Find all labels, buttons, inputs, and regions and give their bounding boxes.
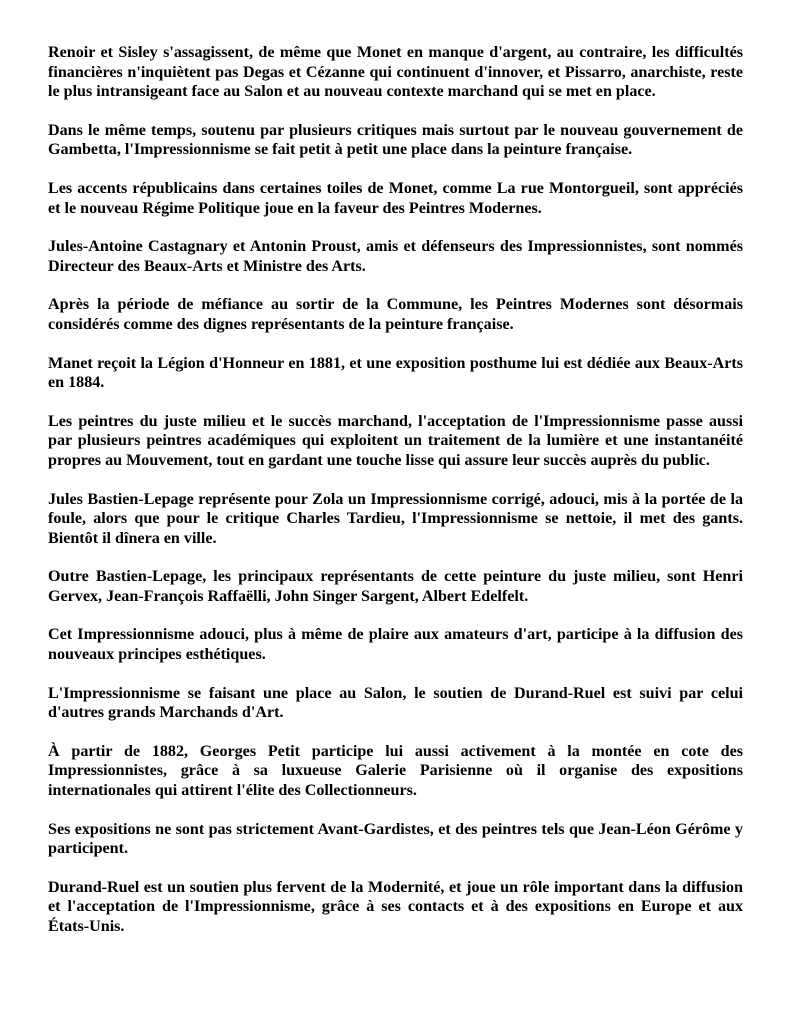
paragraph-5: Après la période de méfiance au sortir de la Commune, les Peintres Modernes sont désormais considérés comme des dignes représentants de la peinture française. <box>48 296 743 333</box>
paragraph-12: À partir de 1882, Georges Petit participe lui aussi activement à la montée en cote des Impressionnistes, grâce à sa luxueuse Galerie Parisienne où il organise des expositions internationales qui attirent l'élite des Collectionneurs. <box>48 742 743 800</box>
paragraph-10: Cet Impressionnisme adouci, plus à même de plaire aux amateurs d'art, participe à la diffusion des nouveaux principes esthétiques. <box>48 626 743 664</box>
paragraph-14: Durand-Ruel est un soutien plus fervent de la Modernité, et joue un rôle important dans la diffusion et l'acceptation de l'Impressionnisme, grâce à ses contacts et à des expositions en Europe et aux États-Unis. <box>48 878 743 935</box>
paragraph-13: Ses expositions ne sont pas strictement Avant-Gardistes, et des peintres tels que Jean-Léon Gérôme y participent. <box>48 820 743 858</box>
paragraph-7: Les peintres du juste milieu et le succès marchand, l'acceptation de l'Impressionnisme passe aussi par plusieurs peintres académiques qui exploitent un traitement de la lumière et une instantanéité propres au Mouvement, tout en gardant une touche lisse qui assure leur succès auprès du public. <box>48 412 743 469</box>
paragraph-8: Jules Bastien-Lepage représente pour Zola un Impressionnisme corrigé, adouci, mis à la portée de la foule, alors que pour le critique Charles Tardieu, l'Impressionnisme se nettoie, il met des gants. Bientôt il dînera en ville. <box>48 490 743 547</box>
paragraph-3: Les accents républicains dans certaines toiles de Monet, comme La rue Montorgueil, sont appréciés et le nouveau Régime Politique joue en la faveur des Peintres Modernes. <box>48 179 743 217</box>
paragraph-9: Outre Bastien-Lepage, les principaux représentants de cette peinture du juste milieu, sont Henri Gervex, Jean-François Raffaëlli, John Singer Sargent, Albert Edelfelt. <box>48 568 743 605</box>
paragraph-6: Manet reçoit la Légion d'Honneur en 1881, et une exposition posthume lui est dédiée aux Beaux-Arts en 1884. <box>48 354 743 392</box>
document-page <box>48 43 743 937</box>
paragraph-2: Dans le même temps, soutenu par plusieurs critiques mais surtout par le nouveau gouvernement de Gambetta, l'Impressionnisme se fait petit à petit une place dans la peinture française. <box>48 121 743 159</box>
paragraph-4: Jules-Antoine Castagnary et Antonin Proust, amis et défenseurs des Impressionnistes, sont nommés Directeur des Beaux-Arts et Ministre des Arts. <box>48 238 743 275</box>
paragraph-11: L'Impressionnisme se faisant une place au Salon, le soutien de Durand-Ruel est suivi par celui d'autres grands Marchands d'Art. <box>48 684 743 722</box>
paragraph-1: Renoir et Sisley s'assagissent, de même que Monet en manque d'argent, au contraire, les difficultés financières n'inquiètent pas Degas et Cézanne qui continuent d'innover, et Pissarro, anarchiste, reste le plus intransigeant face au Salon et au nouveau contexte marchand qui se met en place. <box>48 44 743 101</box>
